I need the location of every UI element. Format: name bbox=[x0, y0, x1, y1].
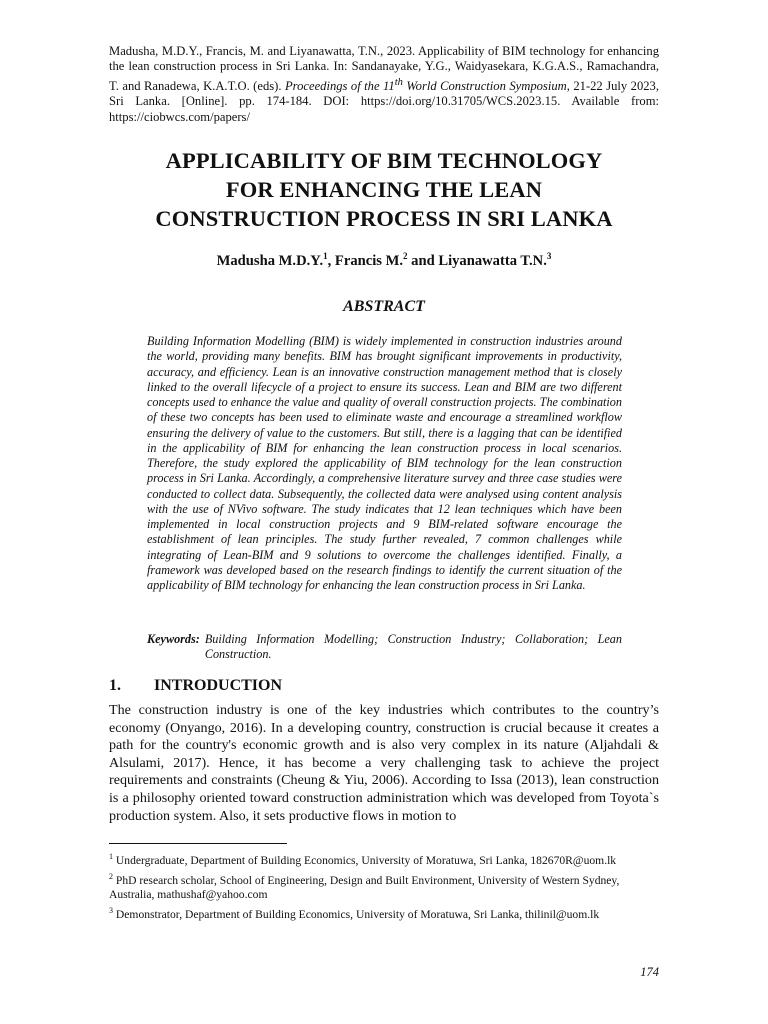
citation-proceedings: Proceedings of the 11th World Construction Symposium bbox=[284, 76, 567, 93]
title-line-2: FOR ENHANCING THE LEAN bbox=[225, 177, 543, 202]
keywords-text: Building Information Modelling; Construction Industry; Collaboration; Lean Construction. bbox=[204, 632, 622, 662]
footnote-divider bbox=[109, 843, 287, 844]
section-heading-introduction bbox=[109, 677, 659, 695]
author-list: Madusha M.D.Y.$^1$, Francis M.$^2$ and Liyanawatta T.N.$^3$ bbox=[216, 251, 552, 269]
citation-text: Madusha, M.D.Y., Francis, M. and Liyanawatta, T.N., 2023. Applicability of BIM technology for enhancing the lean construction process in Sri Lanka. In: Sandanayake, Y.G., Waidyasekara, K.G.A.S., Ramachandra, T. and Ranadewa, K.A.T.O. (eds). bbox=[109, 44, 659, 93]
keywords-label: Keywords: bbox=[147, 632, 200, 646]
abstract-heading: ABSTRACT bbox=[343, 298, 425, 315]
title-line-1: APPLICABILITY OF BIM TECHNOLOGY bbox=[165, 148, 603, 173]
footnote-3: $^3$ Demonstrator, Department of Building Economics, University of Moratuwa, Sri Lanka, thilinil@uom.lk bbox=[109, 906, 600, 922]
footnote-1: $^1$ Undergraduate, Department of Building Economics, University of Moratuwa, Sri Lanka, 182670R@uom.lk bbox=[109, 852, 617, 867]
citation-details: , 21-22 July 2023, Sri Lanka. [Online]. pp. 174-184. DOI: https://doi.org/10.31705/WCS.2023.15. Available from: https://ciobwcs.com/papers/ bbox=[109, 79, 659, 124]
abstract-text: Building Information Modelling (BIM) is widely implemented in construction industries around the world, providing many benefits. BIM has brought significant improvements in productivity, accuracy, and efficiency. Lean is an innovative construction management method that is closely linked to the overall lifecycle of a project to ensure its success. Lean and BIM are two different concepts used to enhance the value and quality of overall construction projects. The combination of these two concepts has been used to eliminate waste and encourage a streamlined workflow ensuring the delivery of value to the customers. But still, there is a lagging that can be identified in the applicability of BIM for enhancing the lean construction process in local scenarios. Therefore, the study explored the applicability of BIM technology for the lean construction process in Sri Lanka. Accordingly, a comprehensive literature survey and three case studies were conducted to collect data. Subsequently, the collected data were analysed using content analysis with the use of NVivo software. The study indicates that 12 lean techniques which have been implemented in local construction projects and 9 BIM-related software encourage the establishment of lean principles. The study further revealed, 7 common challenges while integrating of Lean-BIM and 9 solutions to overcome the challenges identified. Finally, a framework was developed based on the research findings to identify the current situation of the applicability of BIM technology for enhancing the lean construction process in Sri Lanka. bbox=[147, 334, 622, 592]
section-number: 1. bbox=[109, 677, 121, 694]
page-number: 174 bbox=[640, 965, 659, 979]
footnotes bbox=[109, 850, 659, 924]
introduction-paragraph: The construction industry is one of the key industries which contributes to the country’s economy (Onyango, 2016). In a developing country, construction is crucial because it creates a path for the country's economic growth and is also very complex in its nature (Aljahdali & Alsulami, 2017). Hence, it has become a very challenging task to achieve the project requirements and constraints (Cheung & Yiu, 2006). According to Issa (2013), lean construction is a philosophy oriented toward construction administration which was developed from Toyota`s production system. Also, it sets productive flows in motion to bbox=[109, 702, 659, 824]
title-line-3: CONSTRUCTION PROCESS IN SRI LANKA bbox=[155, 206, 613, 231]
citation-block bbox=[109, 44, 659, 125]
section-title: INTRODUCTION bbox=[154, 677, 283, 694]
keywords-block bbox=[147, 632, 622, 663]
paper-title bbox=[109, 146, 659, 233]
footnote-2: $^2$ PhD research scholar, School of Engineering, Design and Built Environment, University of Western Sydney, Australia, mathushaf@yahoo.com bbox=[109, 872, 620, 902]
